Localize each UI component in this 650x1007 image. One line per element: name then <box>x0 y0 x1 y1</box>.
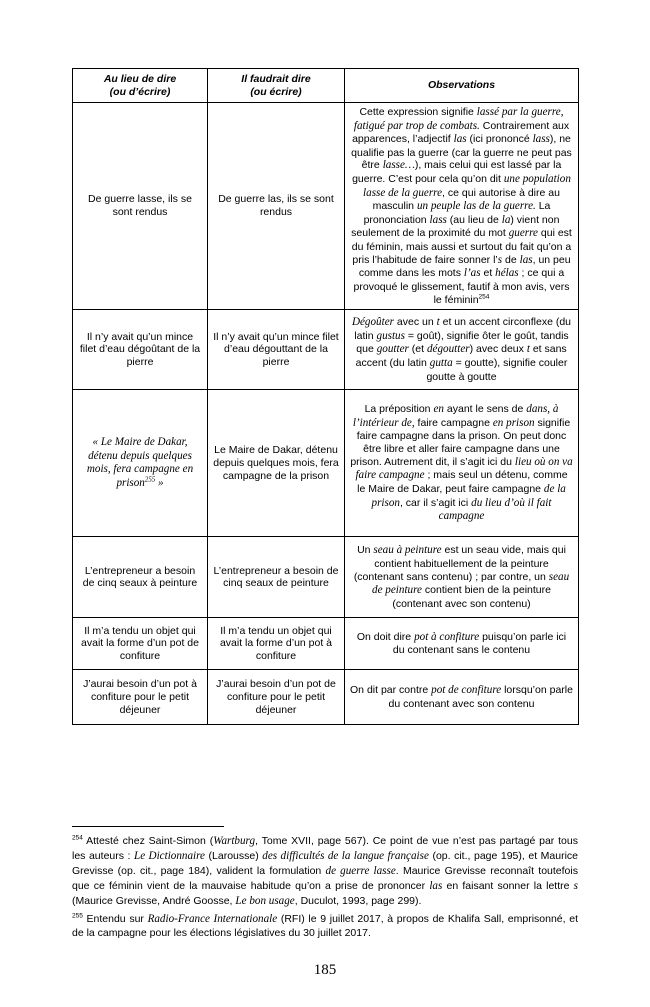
table-header <box>73 69 579 103</box>
cell-observations: On dit par contre pot de confiture lorsqu’on parle du contenant avec son contenu <box>345 670 579 725</box>
footnote-separator <box>72 826 224 827</box>
cell-il-faudrait: Il n’y avait qu’un mince filet d’eau dégouttant de la pierre <box>208 310 345 390</box>
table-body <box>73 103 579 725</box>
cell-au-lieu: « Le Maire de Dakar, détenu depuis quelques mois, fera campagne en prison$^{255}$ » <box>73 390 208 537</box>
table-row <box>73 618 579 670</box>
header-row <box>73 69 579 103</box>
cell-observations: Cette expression signifie lassé par la guerre, fatigué par trop de combats. Contrairement aux apparences, l’adjectif las (ici prononcé lass), ne qualifie pas la guerre (car la guerre ne peut pas être lasse…), mais celui qui est lassé par la guerre. C’est pour cela qu’on dit une population lasse de la guerre, ce qui autorise à dire au masculin un peuple las de la guerre. La prononciation lass (au lieu de la) vient non seulement de la proximité du mot guerre qui est du féminin, mais aussi et surtout du fait qu’on a pris l’habitude de faire sonner l’s de las, un peu comme dans les mots l’as et hélas ; ce qui a provoqué le glissement, fautif à mon avis, vers le féminin$^{254}$ <box>345 103 579 310</box>
cell-il-faudrait: Le Maire de Dakar, détenu depuis quelques mois, fera campagne de la prison <box>208 390 345 537</box>
cell-au-lieu: De guerre lasse, ils se sont rendus <box>73 103 208 310</box>
footnote-255: $^{255}$ Entendu sur Radio-France Internationale (RFI) le 9 juillet 2017, à propos de Khalifa Sall, emprisonné, et de la campagne pour les élections législatives du 30 juillet 2017. <box>72 912 578 940</box>
cell-il-faudrait: J’aurai besoin d’un pot de confiture pour le petit déjeuner <box>208 670 345 725</box>
cell-observations: On doit dire pot à confiture puisqu’on parle ici du contenant sans le contenu <box>345 618 579 670</box>
cell-au-lieu: J’aurai besoin d’un pot à confiture pour le petit déjeuner <box>73 670 208 725</box>
table-row <box>73 310 579 390</box>
footnotes-section <box>72 826 578 944</box>
cell-il-faudrait: L’entrepreneur a besoin de cinq seaux de peinture <box>208 537 345 618</box>
header-il-faudrait-dire: Il faudrait dire (ou écrire) <box>208 69 345 103</box>
table-row <box>73 537 579 618</box>
header-au-lieu-de-dire: Au lieu de dire (ou d’écrire) <box>73 69 208 103</box>
cell-il-faudrait: De guerre las, ils se sont rendus <box>208 103 345 310</box>
table-row <box>73 103 579 310</box>
cell-au-lieu: Il n’y avait qu’un mince filet d’eau dégoûtant de la pierre <box>73 310 208 390</box>
cell-il-faudrait: Il m’a tendu un objet qui avait la forme d’un pot à confiture <box>208 618 345 670</box>
correction-table <box>72 68 579 725</box>
footnote-254: $^{254}$ Attesté chez Saint-Simon (Wartburg, Tome XVII, page 567). Ce point de vue n’est pas partagé par tous les auteurs : Le Dictionnaire (Larousse) des difficultés de la langue française (op. cit., page 195), et Maurice Grevisse (op. cit., page 184), valident la formulation de guerre lasse. Maurice Grevisse reconnaît toutefois que ce féminin vient de la mauvaise habitude qu’on a prise de prononcer las en faisant sonner la lettre s (Maurice Grevisse, André Goosse, Le bon usage, Duculot, 1993, page 299). <box>72 834 579 907</box>
cell-au-lieu: L’entrepreneur a besoin de cinq seaux à peinture <box>73 537 208 618</box>
cell-observations: Un seau à peinture est un seau vide, mais qui contient habituellement de la peinture (contenant sans contenu) ; par contre, un seau de peinture contient bien de la peinture (contenant avec son contenu) <box>345 537 579 618</box>
table-row <box>73 670 579 725</box>
cell-observations: Dégoûter avec un t et un accent circonflexe (du latin gustus = goût), signifie ôter le goût, tandis que goutter (et dégoutter) avec deux t et sans accent (du latin gutta = goutte), signifie couler goutte à goutte <box>345 310 579 390</box>
table-row <box>73 390 579 537</box>
header-observations: Observations <box>345 69 579 103</box>
page-number: 185 <box>313 962 337 978</box>
cell-au-lieu: Il m’a tendu un objet qui avait la forme d’un pot de confiture <box>73 618 208 670</box>
cell-observations: La préposition en ayant le sens de dans, à l’intérieur de, faire campagne en prison signifie faire campagne dans la prison. On peut donc être libre et aller faire campagne dans une prison. Autrement dit, il s’agit ici du lieu où on va faire campagne ; mais seul un détenu, comme le Maire de Dakar, peut faire campagne de la prison, car il s’agit ici du lieu d’où il fait campagne <box>345 390 579 537</box>
